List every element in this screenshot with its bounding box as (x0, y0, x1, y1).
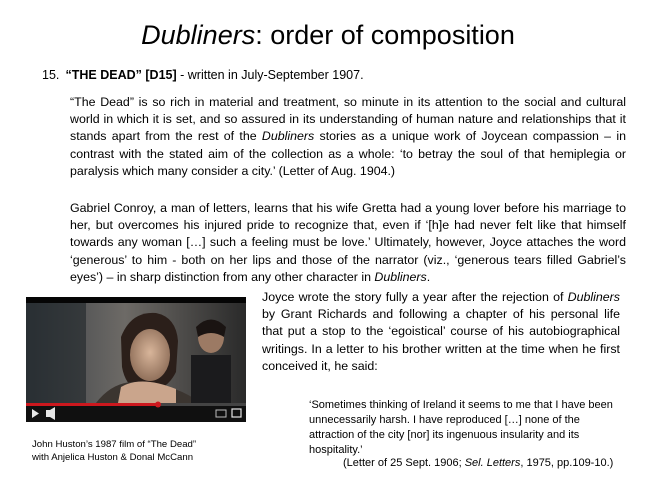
volume-icon[interactable] (46, 410, 50, 417)
paragraph-3-text-a: Joyce wrote the story fully a year after the rejection of (262, 290, 568, 304)
paragraph-3-italic: Dubliners (567, 290, 620, 304)
paragraph-3 (262, 289, 620, 375)
letter-citation (343, 456, 633, 471)
heading-detail: - written in July-September 1907. (180, 68, 364, 82)
citation-text-b: , 1975, pp.109-10.) (520, 457, 614, 469)
citation-text-a: (Letter of 25 Sept. 1906; (343, 457, 465, 469)
title-rest: : order of composition (255, 20, 515, 50)
video-progress-handle[interactable] (155, 402, 161, 408)
section-heading (42, 67, 602, 83)
caption-line-2: with Anjelica Huston & Donal McCann (32, 452, 194, 463)
section-number: 15. (42, 68, 60, 82)
paragraph-2-text-a: Gabriel Conroy, a man of letters, learns that his wife Gretta had a young lover before his marriage to her, but overcomes his injured pride to recognize that, even if ‘[h]e had never felt like that himself towards any woman […] such a feeling must be love.’ Ultimately, however, Joyce attaches the word ‘generous’ to him - both on her lips and those of the narrator (viz., ‘generous tears filled Gabriel’s eyes’) – in sharp distinction from any other character in (70, 201, 626, 284)
paragraph-3-text-b: by Grant Richards and following a chapter of his personal life that put a stop to the ‘egoistical’ course of his autobiographical writings. In a letter to his brother written at the time when he first conceived it, he said: (262, 307, 620, 373)
story-code: [D15] (145, 68, 177, 82)
film-still-image (26, 297, 246, 422)
title-italic: Dubliners (141, 20, 256, 50)
slide-title (0, 18, 656, 52)
paragraph-1-text-b: stories as a unique work of Joycean compassion – in contrast with the stated aim of the collection as a whole: ‘to betray the soul of that hemiplegia or paralysis which many consider a city.’ (Letter of Aug. 1904.) (70, 129, 626, 178)
paragraph-2 (70, 200, 626, 286)
paragraph-1 (70, 94, 626, 180)
film-caption (32, 438, 232, 464)
paragraph-2-italic: Dubliners (374, 269, 427, 284)
letter-quote: ‘Sometimes thinking of Ireland it seems to me that I have been unnecessarily harsh. I have reproduced […] none of the attraction of the city [nor] its ingenuous insularity and its hospitality.’ (309, 399, 613, 456)
film-still-video[interactable] (26, 297, 246, 422)
paragraph-1-italic: Dubliners (261, 129, 315, 144)
story-title: “THE DEAD” (65, 68, 142, 82)
paragraph-2-text-b: . (426, 269, 431, 284)
caption-line-1: John Huston’s 1987 film of “The Dead” (32, 439, 197, 450)
paragraph-1-text-a: “The Dead” is so rich in material and treatment, so minute in its attention to the social and cultural world in which it is set, and so assured in its understanding of human nature and relationships that it stands apart from the rest of the (70, 95, 626, 144)
citation-italic: Sel. Letters (464, 457, 521, 469)
video-progress-fill[interactable] (26, 403, 158, 406)
